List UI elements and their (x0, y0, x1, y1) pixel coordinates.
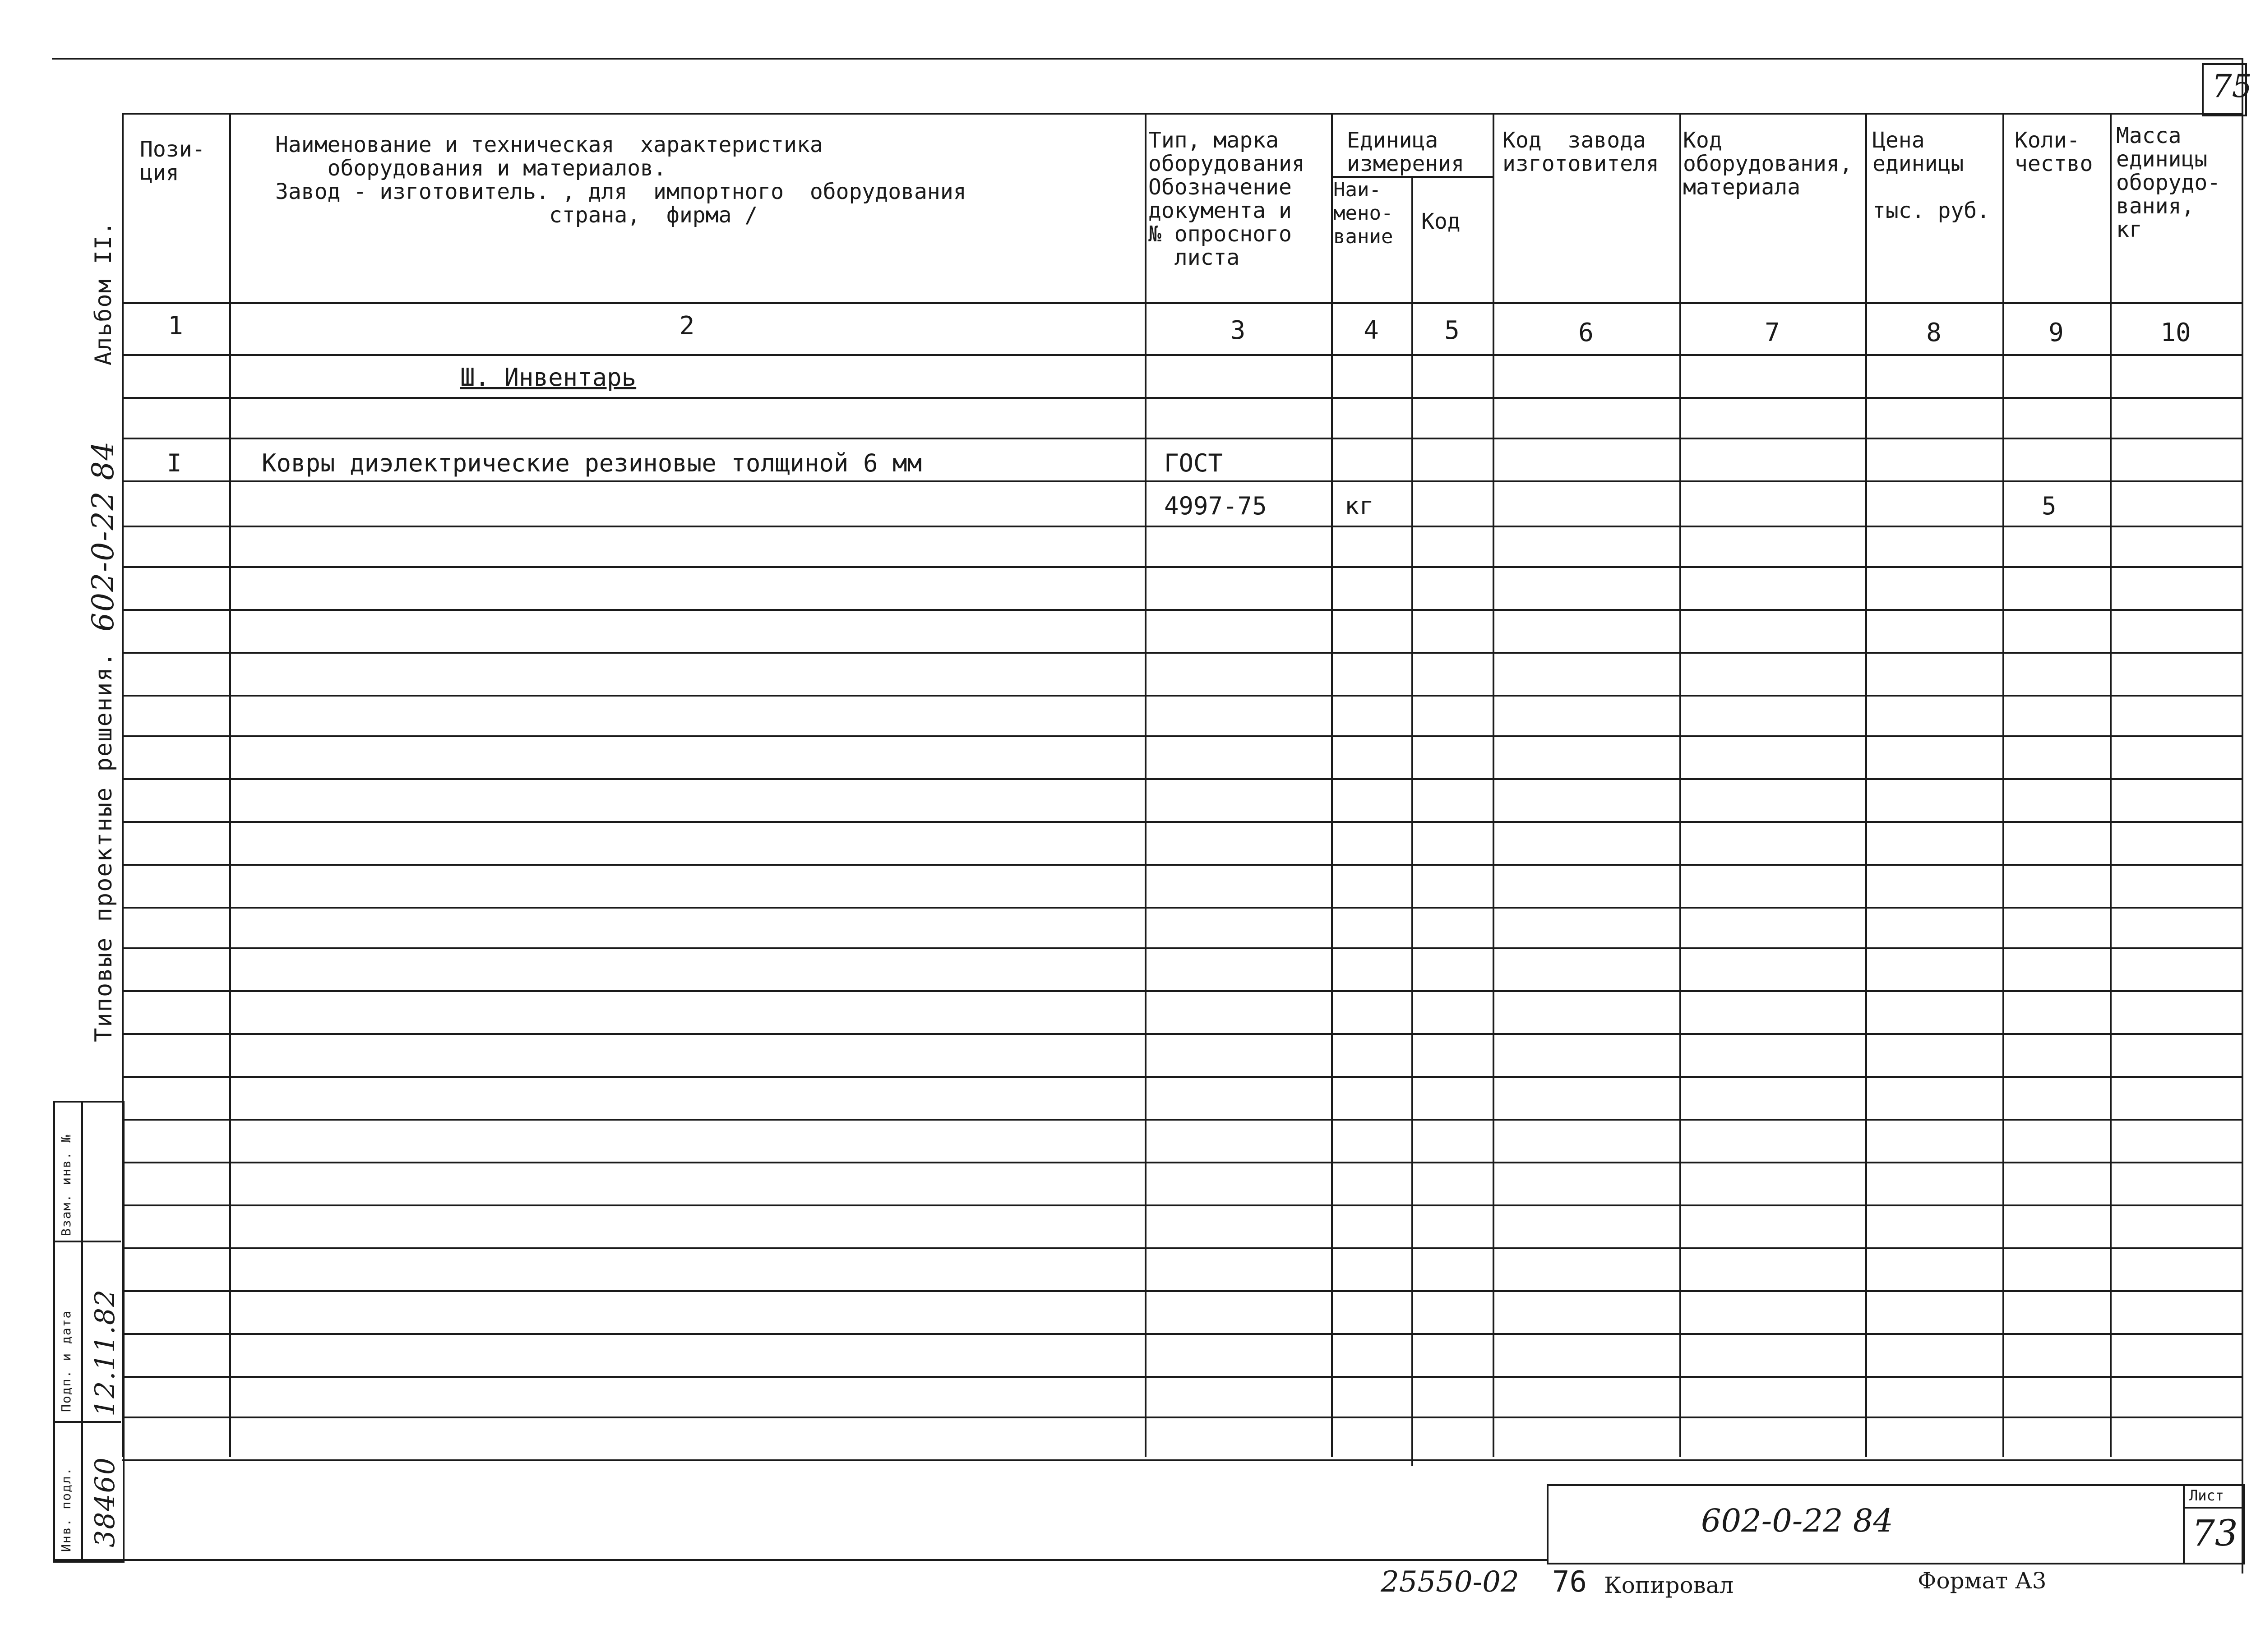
row-1-quantity: 5 (2042, 492, 2057, 520)
header-bottom-line (122, 302, 2242, 304)
footer-inventory-code: 25550-02 (1381, 1565, 1519, 1599)
ruled-line (122, 1204, 2242, 1206)
ruled-line (122, 566, 2242, 568)
col-number-2: 2 (679, 311, 695, 341)
ruled-line (122, 778, 2242, 780)
row-1-position: I (167, 449, 182, 477)
row-1-type-line2: 4997-75 (1164, 492, 1267, 520)
ruled-line (122, 1376, 2242, 1378)
col-number-4: 4 (1364, 316, 1379, 345)
ruled-line (122, 1459, 2242, 1461)
ruled-line (122, 1033, 2242, 1035)
row-1-name: Ковры диэлектрические резиновые толщиной 6 мм (262, 449, 922, 477)
col-number-5: 5 (1444, 316, 1460, 345)
col-line-2 (1145, 113, 1146, 1457)
ruled-line (122, 526, 2242, 527)
header-unit-code: Код (1421, 209, 1461, 234)
row-1-unit: кг (1345, 492, 1374, 520)
header-factory-code: Код завода изготовителя (1502, 128, 1659, 176)
side-series-code: 602-0-22 84 (86, 440, 120, 632)
side-stamp-label-1: Инв. подл. (59, 1467, 74, 1552)
top-sheet-number: 75 (2212, 68, 2252, 105)
ruled-line (122, 1290, 2242, 1292)
side-stamp-signature-date: 12.11.82 (89, 1288, 121, 1417)
ruled-line (122, 1247, 2242, 1249)
header-position: Пози- ция (140, 137, 205, 185)
col-line-9 (2110, 113, 2112, 1457)
title-block-sheet-number: 73 (2192, 1512, 2238, 1554)
title-block-doc-code: 602-0-22 84 (1701, 1502, 1893, 1539)
ruled-line (122, 864, 2242, 866)
col-number-10: 10 (2160, 318, 2191, 347)
col-line-10 (2242, 113, 2243, 1457)
ruled-line (122, 907, 2242, 909)
ruled-line (122, 609, 2242, 611)
header-price: Цена единицы тыс. руб. (1872, 128, 1990, 223)
header-unit-name: Наи- мено- вание (1333, 178, 1393, 248)
side-stamp-label-2: Подп. и дата (59, 1310, 74, 1412)
header-type: Тип, марка оборудования Обозначение документа и № опросного листа (1148, 128, 1305, 270)
frame-bottom-line (53, 1559, 1547, 1561)
ruled-line (122, 1162, 2242, 1163)
header-name: Наименование и техническая характеристика оборудования и материалов. Завод - изготовитель. , для импортного оборудования страна, фирма / (275, 132, 966, 228)
ruled-line (122, 821, 2242, 823)
col-line-8 (2002, 113, 2004, 1457)
row-1-type-line1: ГОСТ (1164, 449, 1223, 477)
header-quantity: Коли- чество (2015, 128, 2093, 176)
ruled-line (122, 695, 2242, 697)
col-number-7: 7 (1765, 318, 1780, 347)
footer-copied-label: Копировал (1604, 1572, 1734, 1598)
side-stamp-row2 (53, 1421, 121, 1423)
ruled-line (122, 1333, 2242, 1335)
col-number-6: 6 (1578, 318, 1594, 347)
ruled-line (122, 397, 2242, 399)
col-number-9: 9 (2048, 318, 2064, 347)
ruled-line (122, 438, 2242, 439)
side-stamp-row1 (53, 1241, 121, 1242)
side-stamp-divider (81, 1101, 83, 1559)
numbers-bottom-line (122, 354, 2242, 356)
footer-format-label: Формат А3 (1918, 1568, 2047, 1594)
col-line-5 (1493, 113, 1494, 1457)
col-number-8: 8 (1926, 318, 1942, 347)
col-line-3 (1331, 113, 1333, 1457)
section-title: Ш. Инвентарь (460, 363, 637, 392)
header-mass: Масса единицы оборудо- вания, кг (2116, 123, 2221, 242)
title-block (1547, 1484, 2245, 1564)
header-equipment-code: Код оборудования, материала (1683, 128, 1853, 200)
ruled-line (122, 652, 2242, 654)
ruled-line (122, 1076, 2242, 1078)
ruled-line (122, 480, 2242, 482)
frame-top-line (52, 58, 2242, 60)
side-album-label: Альбом II. (90, 220, 116, 365)
footer-copy-number: 76 (1552, 1565, 1587, 1599)
side-stamp-label-3: Взам. инв. № (59, 1134, 74, 1236)
title-block-sheet-divider (2183, 1507, 2242, 1509)
ruled-line (122, 1417, 2242, 1418)
col-number-3: 3 (1230, 316, 1246, 345)
ruled-line (122, 735, 2242, 737)
col-line-6 (1679, 113, 1681, 1457)
ruled-line (122, 947, 2242, 949)
ruled-line (122, 990, 2242, 992)
col-line-7 (1865, 113, 1867, 1457)
header-top-line (122, 113, 2242, 115)
ruled-line (122, 1119, 2242, 1121)
header-unit-group: Единица измерения (1347, 128, 1465, 176)
side-series-title: Типовые проектные решения. (90, 651, 117, 1042)
side-stamp-inv-value: 38460 (89, 1457, 121, 1547)
title-block-sheet-label: Лист (2189, 1487, 2224, 1504)
col-number-1: 1 (168, 311, 183, 341)
